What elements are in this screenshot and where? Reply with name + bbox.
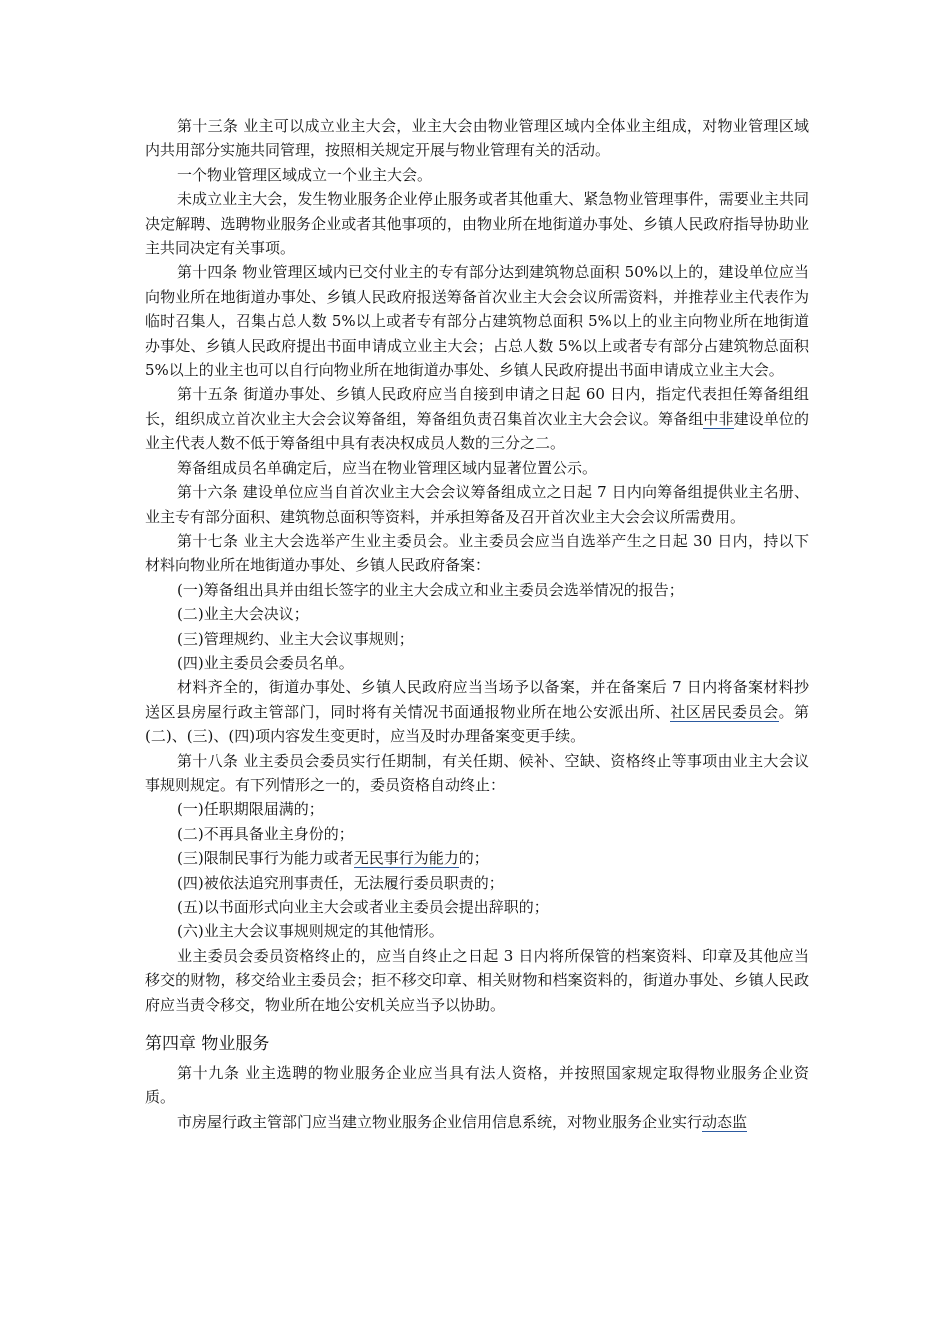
article-19-paragraph-2 [145,1110,809,1134]
article-17-text-a: 材料齐全的，街道办事处、乡镇人民政府应当当场予以备案，并在备案后 7 日内将备案材料抄送区县房屋行政主管部门，同时将有关情况书面通报物业所在地公安派出所、 [145,678,809,721]
article-18-item-2: (二)不再具备业主身份的； [177,824,354,843]
chapter-4-heading: 第四章 物业服务 [145,1034,270,1055]
article-17-paragraph: 第十七条 业主大会选举产生业主委员会。业主委员会应当自选举产生之日起 30 日内，持以下材料向物业所在地街道办事处、乡镇人民政府备案： [145,531,809,575]
article-17-item-2: (二)业主大会决议； [177,605,309,624]
article-18-item-3-text-a: (三)限制民事行为能力或者 [177,849,354,868]
link-zhongfei[interactable]: 中非 [703,409,734,428]
article-13-paragraph-2: 一个物业管理区域成立一个业主大会。 [177,165,433,184]
article-15-paragraph-2: 筹备组成员名单确定后，应当在物业管理区域内显著位置公示。 [177,458,598,477]
document-page [145,114,809,1134]
article-16-paragraph: 第十六条 建设单位应当自首次业主大会会议筹备组成立之日起 7 日内向筹备组提供业主名册、业主专有部分面积、建筑物总面积等资料，并承担筹备及召开首次业主大会会议所需费用。 [145,483,809,526]
link-no-civil-capacity[interactable]: 无民事行为能力 [353,849,459,868]
article-18-paragraph: 第十八条 业主委员会委员实行任期制，有关任期、候补、空缺、资格终止等事项由业主大会议事规则规定。有下列情形之一的，委员资格自动终止： [145,751,809,794]
article-17-text-b: 。第(二)、(三)、(四)项内容发生变更时，应当及时办理备案变更手续。 [145,702,809,746]
article-13-paragraph-3: 未成立业主大会，发生物业服务企业停止服务或者其他重大、紧急物业管理事件，需要业主共同决定解聘、选聘物业服务企业或者其他事项的，由物业所在地街道办事处、乡镇人民政府指导协助业主共同决定有关事项。 [145,190,809,258]
article-18-item-1: (一)任职期限届满的； [177,800,324,819]
article-18-item-3 [145,846,809,870]
article-15-paragraph [145,382,809,455]
link-dynamic-supervision[interactable]: 动态监 [702,1112,748,1131]
link-community-committee[interactable]: 社区居民委员会 [670,702,779,721]
article-17-item-1: (一)筹备组出具并由组长签字的业主大会成立和业主委员会选举情况的报告； [177,580,684,599]
article-18-item-4: (四)被依法追究刑事责任，无法履行委员职责的； [177,873,504,892]
article-18-item-3-text-b: 的； [458,849,489,868]
article-18-item-5: (五)以书面形式向业主大会或者业主委员会提出辞职的； [177,898,549,916]
article-18-item-6: (六)业主大会议事规则规定的其他情形。 [177,922,444,941]
article-14-paragraph: 第十四条 物业管理区域内已交付业主的专有部分达到建筑物总面积 50%以上的，建设单位应当向物业所在地街道办事处、乡镇人民政府报送筹备首次业主大会会议所需资料，并推荐业主代表作为临时召集人，召集占总人数 5%以上或者专有部分占建筑物总面积 5%以上的业主向物业所在地街道办事处、乡镇人民政府提出书面申请成立业主大会；占总人数 5%以上或者专有部分占建筑物总面积 5%以上的业主也可以自行向物业所在地街道办事处、乡镇人民政府提出书面申请成立业主大会。 [145,263,809,380]
article-17-paragraph-2 [145,675,809,748]
article-19-paragraph: 第十九条 业主选聘的物业服务企业应当具有法人资格，并按照国家规定取得物业服务企业资质。 [145,1064,809,1107]
article-19-text-a: 市房屋行政主管部门应当建立物业服务企业信用信息系统，对物业服务企业实行 [177,1112,703,1131]
article-17-item-3: (三)管理规约、业主大会议事规则； [177,629,414,648]
article-15-text-b: 建设单位的业主代表人数不低于筹备组中具有表决权成员人数的三分之二。 [145,409,809,453]
article-15-text-a: 第十五条 街道办事处、乡镇人民政府应当自接到申请之日起 60 日内，指定代表担任筹备组组长，组织成立首次业主大会会议筹备组，筹备组负责召集首次业主大会会议。筹备组 [145,385,809,428]
article-13-paragraph: 第十三条 业主可以成立业主大会，业主大会由物业管理区域内全体业主组成，对物业管理区域内共用部分实施共同管理，按照相关规定开展与物业管理有关的活动。 [145,117,809,160]
article-18-paragraph-2: 业主委员会委员资格终止的，应当自终止之日起 3 日内将所保管的档案资料、印章及其他应当移交的财物，移交给业主委员会；拒不移交印章、相关财物和档案资料的，街道办事处、乡镇人民政府应当责令移交，物业所在地公安机关应当予以协助。 [145,946,809,1014]
article-17-item-4: (四)业主委员会委员名单。 [177,653,354,672]
